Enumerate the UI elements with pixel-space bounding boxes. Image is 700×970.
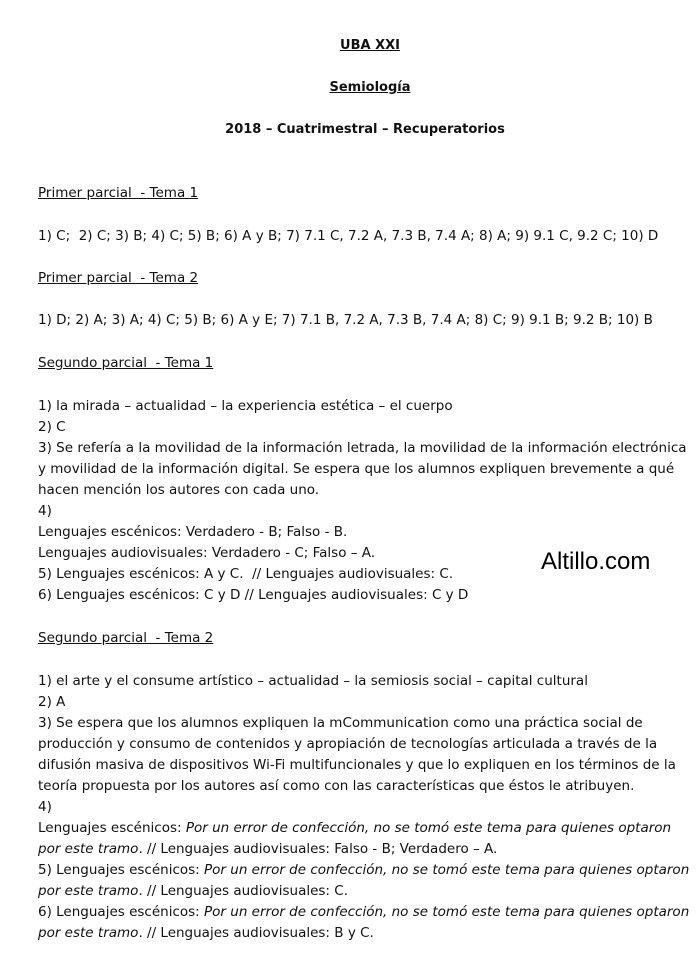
section-heading-segundo-tema1: Segundo parcial - Tema 1	[38, 355, 214, 371]
answer-label: 5) Lenguajes escénicos:	[38, 862, 205, 878]
answer-segundo-tema2-2: 2) A	[38, 694, 66, 710]
answers-primer-tema2: 1) D; 2) A; 3) A; 4) C; 5) B; 6) A y E; 7) 7.1 B, 7.2 A, 7.3 B, 7.4 A; 8) C; 9) 9.1 B; 9.2 B; 10) B	[38, 312, 653, 328]
answer-segundo-tema2-4-detail	[38, 818, 693, 860]
answer-label: 6) Lenguajes escénicos:	[38, 904, 205, 920]
answer-segundo-tema1-4-audiovisuales: Lenguajes audiovisuales: Verdadero - C; Falso – A.	[38, 545, 376, 561]
section-heading-primer-tema1: Primer parcial - Tema 1	[38, 185, 199, 201]
answer-segundo-tema1-4: 4)	[38, 503, 52, 519]
subject-title: Semiología	[329, 80, 411, 95]
course-title: UBA XXI	[340, 38, 400, 53]
altillo-watermark: Altillo.com	[541, 548, 651, 575]
exam-subtitle: 2018 – Cuatrimestral – Recuperatorios	[225, 122, 505, 137]
answer-segundo-tema1-5: 5) Lenguajes escénicos: A y C. // Lenguajes audiovisuales: C.	[38, 566, 454, 582]
answer-segundo-tema1-6: 6) Lenguajes escénicos: C y D // Lenguajes audiovisuales: C y D	[38, 587, 469, 603]
error-note: Por un error de confección, no se tomó este tema para quienes optaron por este tramo	[38, 904, 690, 941]
answer-rest: . // Lenguajes audiovisuales: C.	[138, 883, 348, 899]
answers-primer-tema1: 1) C; 2) C; 3) B; 4) C; 5) B; 6) A y B; 7) 7.1 C, 7.2 A, 7.3 B, 7.4 A; 8) A; 9) 9.1 C, 9.2 C; 10) D	[38, 228, 659, 244]
answer-segundo-tema2-3: 3) Se espera que los alumnos expliquen la mCommunication como una práctica social de producción y consumo de contenidos y apropiación de tecnologías articulada a través de la difusión masiva de dispositivos Wi-Fi multifuncionales y que lo expliquen en los términos de la teoría propuesta por los autores así como con las características que éstos le atribuyen.	[38, 715, 676, 794]
error-note: Por un error de confección, no se tomó este tema para quienes optaron por este tramo	[38, 862, 690, 899]
section-heading-primer-tema2: Primer parcial - Tema 2	[38, 270, 199, 286]
answer-label: Lenguajes escénicos:	[38, 820, 186, 836]
answer-segundo-tema1-3: 3) Se refería a la movilidad de la información letrada, la movilidad de la información electrónica y movilidad de la información digital. Se espera que los alumnos expliquen brevemente a qué hacen mención los autores con cada uno.	[38, 440, 687, 498]
answer-segundo-tema1-1: 1) la mirada – actualidad – la experiencia estética – el cuerpo	[38, 398, 453, 414]
section-heading-segundo-tema2: Segundo parcial - Tema 2	[38, 630, 214, 646]
answer-segundo-tema1-4-escenicos: Lenguajes escénicos: Verdadero - B; Falso - B.	[38, 524, 348, 540]
error-note: Por un error de confección, no se tomó este tema para quienes optaron por este tramo	[38, 820, 672, 857]
answer-segundo-tema2-4: 4)	[38, 799, 52, 815]
answer-rest: . // Lenguajes audiovisuales: B y C.	[138, 925, 374, 941]
answer-segundo-tema2-1: 1) el arte y el consume artístico – actualidad – la semiosis social – capital cultural	[38, 673, 588, 689]
answer-segundo-tema2-6	[38, 902, 693, 944]
answer-segundo-tema2-5	[38, 860, 693, 902]
answer-rest: . // Lenguajes audiovisuales: Falso - B; Verdadero – A.	[138, 841, 498, 857]
answer-segundo-tema1-2: 2) C	[38, 419, 66, 435]
